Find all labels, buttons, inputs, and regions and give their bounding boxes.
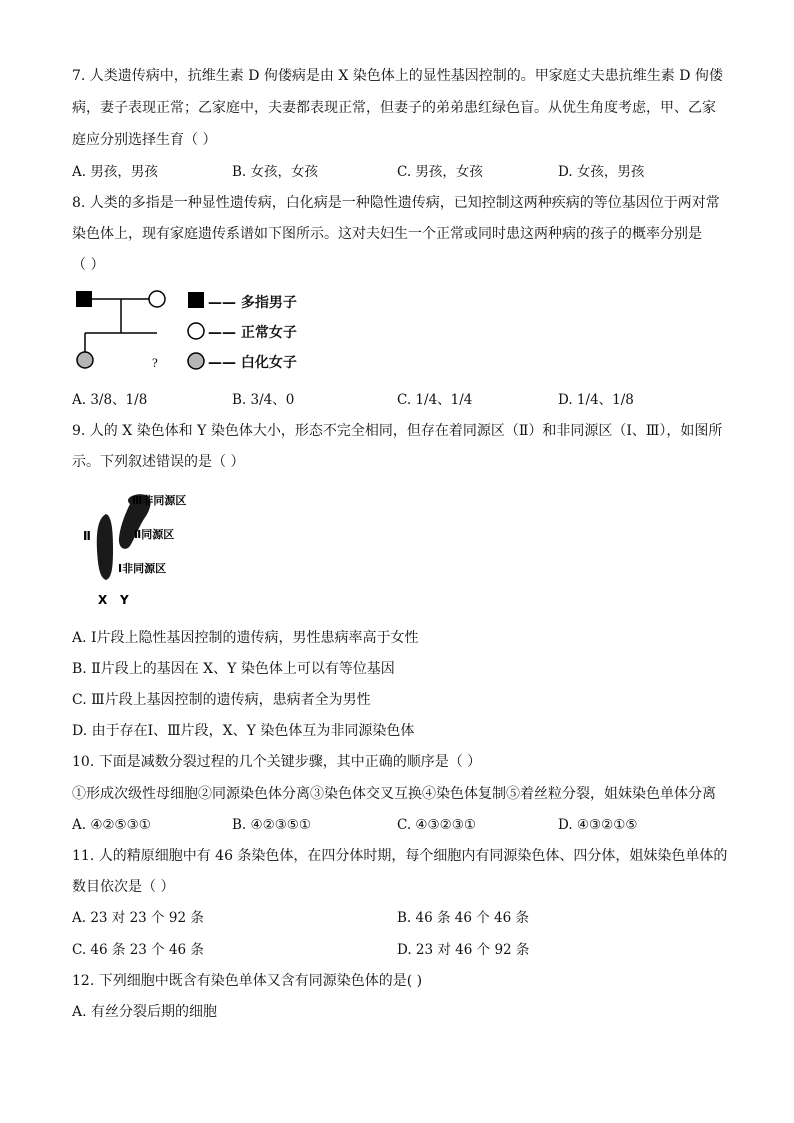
q10-option-a[interactable]: A. ④②⑤③① — [72, 817, 151, 833]
legend-polydactyly-male: —— 多指男子 — [208, 295, 297, 311]
x-chromosome — [97, 514, 113, 580]
label-ii-left: Ⅱ — [83, 529, 91, 543]
daughter-albino-circle — [77, 352, 93, 368]
q10-option-b[interactable]: B. ④②③⑤① — [232, 817, 312, 833]
legend-albino-female-circle — [188, 353, 204, 369]
unknown-child-mark: ? — [152, 355, 158, 370]
q7-stem-line-2: 病，妻子表现正常；乙家庭中，夫妻都表现正常，但妻子的弟弟患红绿色盲。从优生角度考虑，甲、乙家 — [72, 100, 716, 116]
q8-option-a[interactable]: A. 3/8、1/8 — [72, 392, 148, 408]
q8-stem-line-1: 8. 人类的多指是一种显性遗传病，白化病是一种隐性遗传病，已知控制这两种疾病的等位基因位于两对常 — [72, 195, 720, 211]
q11-option-d[interactable]: D. 23 对 46 个 92 条 — [397, 942, 530, 958]
q9-option-a[interactable]: A. Ⅰ片段上隐性基因控制的遗传病，男性患病率高于女性 — [72, 630, 419, 646]
q9-option-b[interactable]: B. Ⅱ片段上的基因在 X、Y 染色体上可以有等位基因 — [72, 661, 395, 677]
q7-option-b[interactable]: B. 女孩，女孩 — [232, 164, 319, 180]
mother-normal-circle — [149, 291, 165, 307]
q8-stem-line-2: 染色体上，现有家庭遗传系谱如下图所示。这对夫妇生一个正常或同时患这两种病的孩子的概率分别是 — [72, 226, 702, 242]
q9-option-d[interactable]: D. 由于存在Ⅰ、Ⅲ片段，X、Y 染色体互为非同源染色体 — [72, 723, 415, 739]
q10-stem-line-2: ①形成次级性母细胞②同源染色体分离③染色体交叉互换④染色体复制⑤着丝粒分裂，姐妹染色单体分离 — [72, 786, 716, 802]
q11-option-a[interactable]: A. 23 对 23 个 92 条 — [72, 910, 204, 926]
q9-stem-line-2: 示。下列叙述错误的是（ ） — [72, 454, 245, 470]
legend-normal-female: —— 正常女子 — [208, 325, 297, 341]
q8-option-b[interactable]: B. 3/4、0 — [232, 392, 295, 408]
q8-stem-line-3: （ ） — [72, 257, 105, 273]
label-y: Y — [120, 593, 129, 607]
legend-normal-female-circle — [188, 323, 204, 339]
pedigree-diagram — [60, 285, 190, 380]
q7-option-d[interactable]: D. 女孩，男孩 — [558, 164, 645, 180]
q7-option-a[interactable]: A. 男孩，男孩 — [72, 164, 158, 180]
legend-albino-female: —— 白化女子 — [208, 355, 297, 371]
label-ii-homologous: Ⅱ同源区 — [134, 528, 175, 541]
q7-stem-line-3: 庭应分别选择生育（ ） — [72, 132, 217, 148]
q10-stem-line-1: 10. 下面是减数分裂过程的几个关键步骤，其中正确的顺序是（ ） — [72, 754, 482, 770]
q11-option-b[interactable]: B. 46 条 46 个 46 条 — [397, 910, 529, 926]
xy-chromosome-figure — [78, 488, 213, 608]
q7-stem-line-1: 7. 人类遗传病中，抗维生素 D 佝偻病是由 X 染色体上的显性基因控制的。甲家庭丈夫患抗维生素 D 佝偻 — [72, 68, 723, 84]
q8-option-d[interactable]: D. 1/4、1/8 — [558, 392, 634, 408]
legend-affected-male-square — [188, 292, 204, 308]
q10-option-c[interactable]: C. ④③②③① — [397, 817, 476, 833]
q11-stem-line-2: 数目依次是（ ） — [72, 879, 175, 895]
q9-stem-line-1: 9. 人的 X 染色体和 Y 染色体大小，形态不完全相同，但存在着同源区（Ⅱ）和非同源区（Ⅰ、Ⅲ），如图所 — [72, 423, 723, 439]
label-iii-non-homologous: Ⅲ非同源区 — [132, 494, 187, 507]
father-affected-polydactyly-square — [76, 291, 92, 307]
q11-option-c[interactable]: C. 46 条 23 个 46 条 — [72, 942, 204, 958]
q11-stem-line-1: 11. 人的精原细胞中有 46 条染色体，在四分体时期，每个细胞内有同源染色体、四分体，姐妹染色单体的 — [72, 848, 728, 864]
q12-stem-line-1: 12. 下列细胞中既含有染色单体又含有同源染色体的是( ) — [72, 973, 423, 989]
q12-option-a[interactable]: A. 有丝分裂后期的细胞 — [72, 1004, 218, 1020]
label-x: X — [98, 593, 108, 607]
q8-option-c[interactable]: C. 1/4、1/4 — [397, 392, 473, 408]
q7-option-c[interactable]: C. 男孩，女孩 — [397, 164, 483, 180]
q9-option-c[interactable]: C. Ⅲ片段上基因控制的遗传病，患病者全为男性 — [72, 692, 371, 708]
q10-option-d[interactable]: D. ④③②①⑤ — [558, 817, 638, 833]
label-i-non-homologous: Ⅰ非同源区 — [118, 562, 167, 575]
